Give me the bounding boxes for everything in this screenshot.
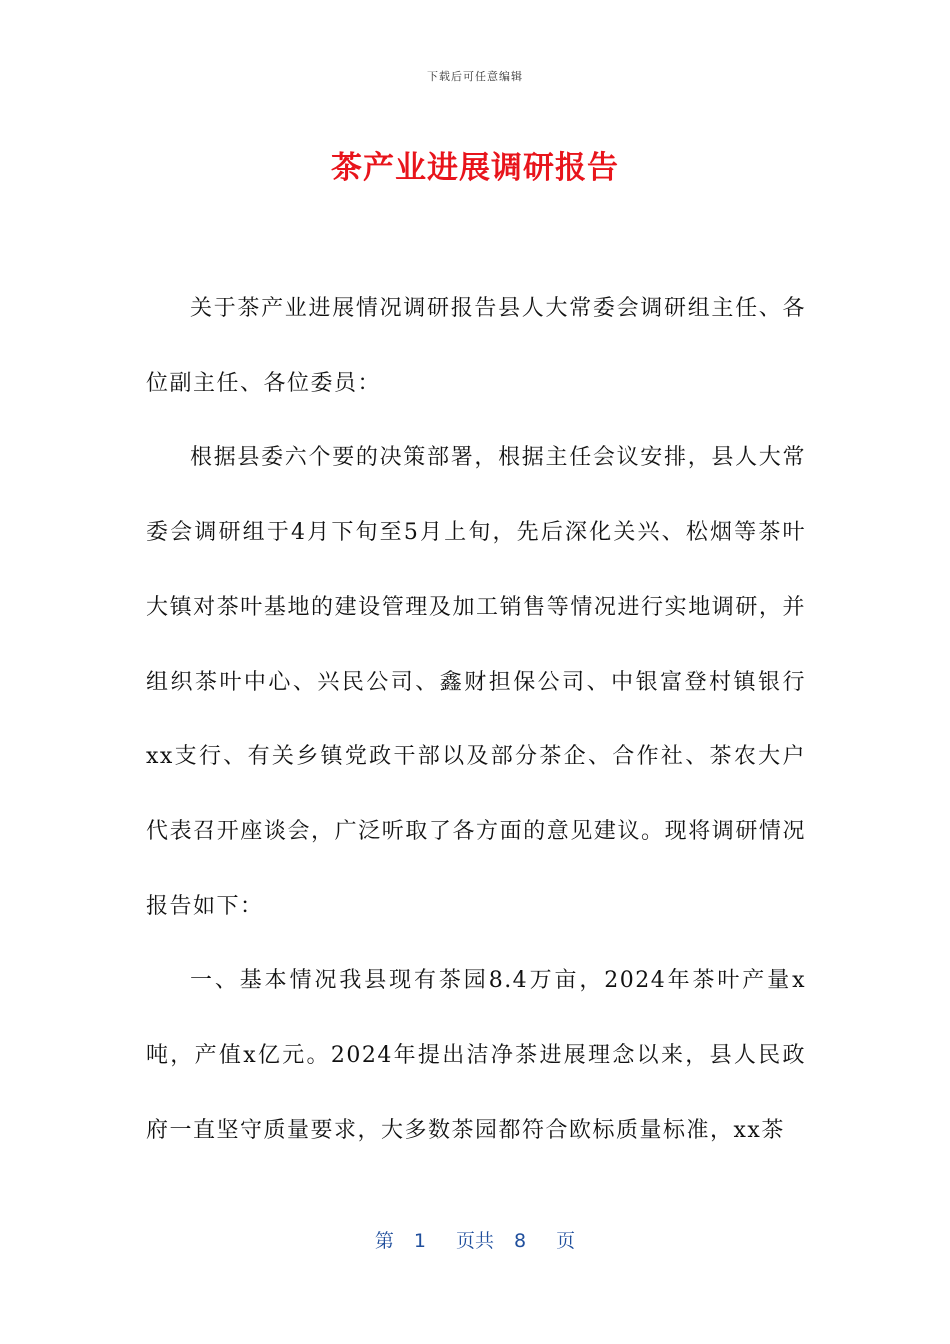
footer-mid: 页共 [455, 1230, 494, 1252]
footer-page-number: 1 [413, 1230, 426, 1252]
paragraph-basic-situation: 一、基本情况我县现有茶园8.4万亩，2024年茶叶产量x吨，产值x亿元。2024年提出洁净茶进展理念以来，县人民政府一直坚守质量要求，大多数茶园都符合欧标质量标准，xx茶 [146, 968, 806, 1143]
footer-total-pages: 8 [514, 1230, 527, 1252]
header-note: 下载后可任意编辑 [427, 70, 523, 83]
paragraph-intro: 根据县委六个要的决策部署，根据主任会议安排，县人大常委会调研组于4月下旬至5月上旬，先后深化关兴、松烟等茶叶大镇对茶叶基地的建设管理及加工销售等情况进行实地调研，并组织茶叶中心、兴民公司、鑫财担保公司、中银富登村镇银行xx支行、有关乡镇党政干部以及部分茶企、合作社、茶农大户代表召开座谈会，广泛听取了各方面的意见建议。现将调研情况报告如下： [146, 445, 806, 919]
page-footer [0, 1226, 950, 1253]
footer-prefix: 第 [374, 1230, 394, 1252]
document-title: 茶产业进展调研报告 [331, 150, 619, 186]
footer-suffix: 页 [556, 1230, 576, 1252]
document-body [146, 272, 806, 1168]
paragraph-greeting: 关于茶产业进展情况调研报告县人大常委会调研组主任、各位副主任、各位委员： [146, 296, 806, 396]
